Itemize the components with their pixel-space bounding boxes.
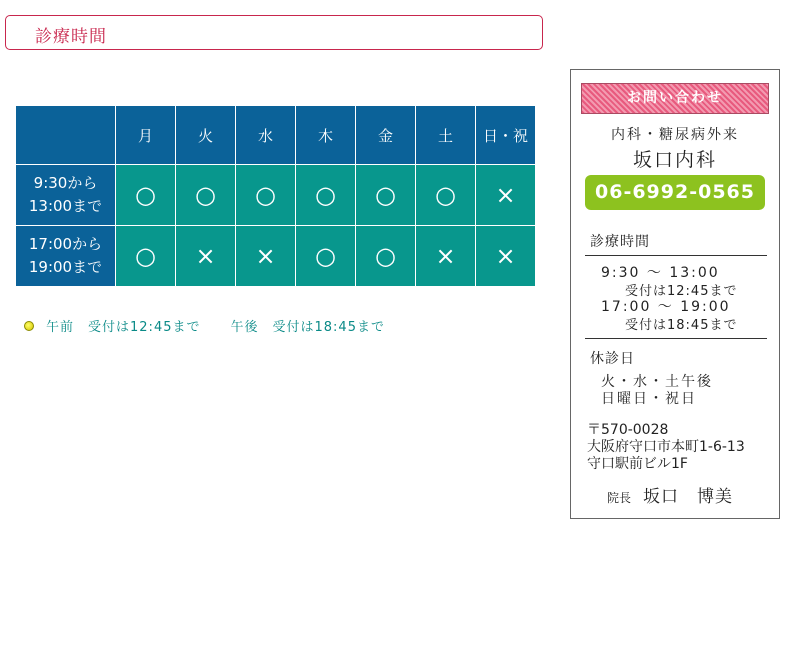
section-title: 診療時間 (35, 27, 107, 47)
time-slot-cell (16, 165, 116, 226)
phone-number[interactable]: 06-6992-0565 (585, 175, 765, 210)
time-end: 19:00まで (28, 258, 103, 276)
schedule-header-row (16, 106, 536, 165)
section-title-box (5, 15, 543, 50)
availability-mark: × (416, 226, 476, 287)
hours-reception: 受付は18:45まで (625, 318, 738, 333)
director-given-name: 博美 (697, 487, 734, 507)
closed-days-line: 日曜日・祝日 (601, 391, 697, 407)
sidebar-hours-title: 診療時間 (590, 234, 650, 250)
time-slot-cell (16, 226, 116, 287)
afternoon-reception: 受付は18:45まで (272, 320, 385, 335)
availability-mark: ○ (296, 165, 356, 226)
availability-mark: ○ (356, 165, 416, 226)
day-header: 水 (236, 106, 296, 165)
day-header: 月 (116, 106, 176, 165)
day-header: 金 (356, 106, 416, 165)
hours-range: 17:00 ～ 19:00 (601, 299, 731, 315)
time-start: 9:30から (33, 174, 98, 192)
time-end: 13:00まで (28, 197, 103, 215)
availability-mark: × (236, 226, 296, 287)
day-header: 日・祝 (476, 106, 536, 165)
availability-mark: × (176, 226, 236, 287)
contact-banner[interactable]: お問い合わせ (581, 83, 769, 114)
day-header: 火 (176, 106, 236, 165)
day-header: 木 (296, 106, 356, 165)
schedule-row-morning (16, 165, 536, 226)
closed-days-line: 火・水・土午後 (601, 374, 713, 390)
day-header: 土 (416, 106, 476, 165)
director-label: 院長 (607, 491, 632, 505)
availability-mark: ○ (116, 226, 176, 287)
address-line: 大阪府守口市本町1-6-13 (587, 439, 745, 455)
closed-days-title: 休診日 (590, 351, 635, 367)
hours-reception: 受付は12:45まで (625, 284, 738, 299)
availability-mark: ○ (116, 165, 176, 226)
divider (585, 338, 767, 339)
morning-label: 午前 (46, 320, 75, 335)
availability-mark: × (476, 165, 536, 226)
availability-mark: × (476, 226, 536, 287)
bullet-icon (24, 321, 34, 331)
availability-mark: ○ (236, 165, 296, 226)
availability-mark: ○ (296, 226, 356, 287)
director (607, 482, 733, 507)
director-family-name: 坂口 (643, 487, 680, 507)
divider (585, 255, 767, 256)
corner-cell (16, 106, 116, 165)
contact-sidebar (570, 69, 780, 519)
afternoon-label: 午後 (230, 320, 259, 335)
schedule-table (15, 105, 536, 287)
availability-mark: ○ (416, 165, 476, 226)
morning-reception: 受付は12:45まで (88, 320, 201, 335)
availability-mark: ○ (356, 226, 416, 287)
reception-note (24, 316, 385, 335)
clinic-type: 内科・糖尿病外来 (611, 127, 739, 143)
postal-code: 〒570-0028 (587, 422, 669, 438)
schedule-row-afternoon (16, 226, 536, 287)
hours-range: 9:30 ～ 13:00 (601, 265, 720, 281)
address-line: 守口駅前ビル1F (587, 456, 688, 472)
clinic-name: 坂口内科 (632, 149, 717, 171)
availability-mark: ○ (176, 165, 236, 226)
time-start: 17:00から (28, 235, 103, 253)
